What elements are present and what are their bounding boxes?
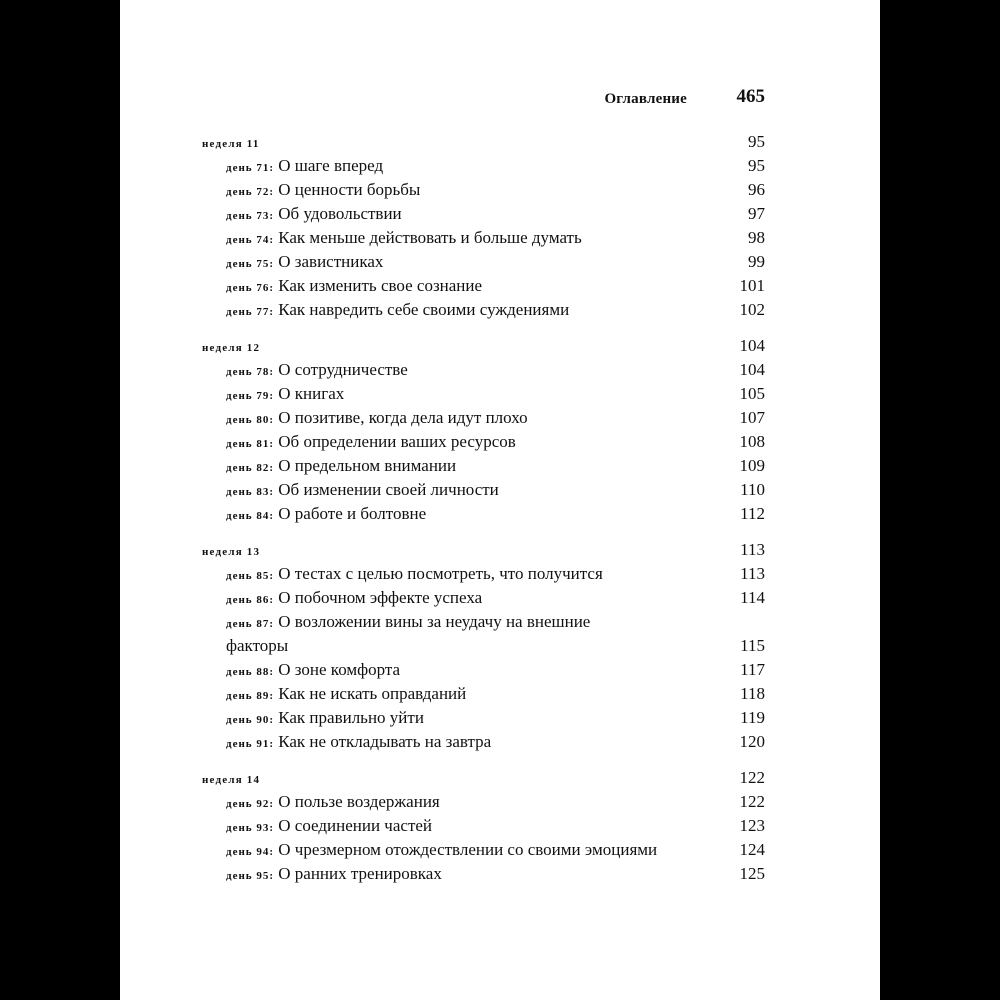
toc-entry (202, 154, 765, 178)
toc-entry-title: О тестах с целью посмотреть, что получится (278, 564, 603, 583)
toc-week-page-number: 122 (739, 768, 765, 787)
toc-week-section (202, 538, 765, 754)
toc-day-label: день 77: (226, 306, 275, 318)
toc-entry (202, 406, 765, 430)
toc-entry-page-number: 123 (739, 816, 765, 835)
toc-entry-page-number: 98 (748, 228, 765, 247)
toc-day-label: день 94: (226, 846, 275, 858)
toc-entry-title: Об изменении своей личности (278, 480, 499, 499)
toc-day-label: день 87: (226, 618, 275, 630)
toc-week-section (202, 334, 765, 526)
toc-entry-title: Как навредить себе своими суждениями (278, 300, 570, 319)
toc-day-label: день 79: (226, 390, 275, 402)
toc-entry-title: О побочном эффекте успеха (278, 588, 483, 607)
toc-day-label: день 93: (226, 822, 275, 834)
toc-week-heading (202, 766, 765, 790)
toc-entry-title-continuation: факторы (226, 636, 289, 655)
toc-entry-page-number: 124 (739, 840, 765, 859)
toc-day-label: день 82: (226, 462, 275, 474)
toc-day-label: день 85: (226, 570, 275, 582)
toc-entry (202, 814, 765, 838)
toc-entry-title: Как не искать оправданий (278, 684, 467, 703)
toc-entry-page-number: 99 (748, 252, 765, 271)
toc-entry-title: О сотрудничестве (278, 360, 408, 379)
toc-week-heading (202, 538, 765, 562)
toc-week-section (202, 766, 765, 886)
toc-day-label: день 81: (226, 438, 275, 450)
toc-entry-title: О пользе воздержания (278, 792, 440, 811)
running-header (120, 86, 765, 116)
toc-entry (202, 658, 765, 682)
toc-entry-title: О соединении частей (278, 816, 433, 835)
toc-entry (202, 610, 765, 634)
toc-entry-title: О возложении вины за неудачу на внешние (278, 612, 591, 631)
toc-entry-title: Как меньше действовать и больше думать (278, 228, 582, 247)
toc-entry (202, 274, 765, 298)
toc-entry-continuation (202, 634, 765, 658)
toc-day-label: день 90: (226, 714, 275, 726)
toc-entry-page-number: 109 (739, 456, 765, 475)
toc-entry (202, 586, 765, 610)
toc-week-label: неделя 14 (202, 774, 261, 786)
toc-entry-page-number: 113 (740, 564, 765, 583)
toc-entry-page-number: 112 (740, 504, 765, 523)
toc-entry-page-number: 105 (739, 384, 765, 403)
toc-day-label: день 73: (226, 210, 275, 222)
toc-week-label: неделя 12 (202, 342, 261, 354)
toc-day-label: день 76: (226, 282, 275, 294)
toc-entry-page-number: 110 (740, 480, 765, 499)
toc-entry (202, 226, 765, 250)
toc-entry (202, 358, 765, 382)
toc-entry-page-number: 108 (739, 432, 765, 451)
toc-entry-page-number: 96 (748, 180, 765, 199)
toc-entry-title: О работе и болтовне (278, 504, 427, 523)
toc-entry-title: Об определении ваших ресурсов (278, 432, 516, 451)
toc-entry-title: О ранних тренировках (278, 864, 442, 883)
toc-day-label: день 83: (226, 486, 275, 498)
toc-day-label: день 84: (226, 510, 275, 522)
toc-day-label: день 78: (226, 366, 275, 378)
toc-week-heading (202, 130, 765, 154)
toc-week-heading (202, 334, 765, 358)
toc-week-page-number: 104 (739, 336, 765, 355)
toc-entry-page-number: 97 (748, 204, 765, 223)
toc-entry (202, 862, 765, 886)
toc-entry-page-number: 115 (740, 636, 765, 655)
toc-entry-title: Об удовольствии (278, 204, 402, 223)
toc-week-page-number: 113 (740, 540, 765, 559)
toc-week-page-number: 95 (748, 132, 765, 151)
toc-day-label: день 72: (226, 186, 275, 198)
toc-entry (202, 730, 765, 754)
toc-entry-page-number: 114 (740, 588, 765, 607)
toc-entry (202, 178, 765, 202)
toc-entry-title: Как изменить свое сознание (278, 276, 483, 295)
toc-entry-title: О завистниках (278, 252, 384, 271)
toc-day-label: день 89: (226, 690, 275, 702)
toc-entry (202, 250, 765, 274)
toc-day-label: день 80: (226, 414, 275, 426)
toc-entry (202, 790, 765, 814)
toc-entry (202, 838, 765, 862)
toc-entry-title: О шаге вперед (278, 156, 384, 175)
toc-entry-page-number: 102 (739, 300, 765, 319)
toc-week-label: неделя 11 (202, 138, 260, 150)
running-header-page-number: 465 (736, 86, 765, 107)
toc-entry-title: Как правильно уйти (278, 708, 424, 727)
toc-day-label: день 91: (226, 738, 275, 750)
toc-entry (202, 430, 765, 454)
toc-entry-page-number: 104 (739, 360, 765, 379)
toc-entry-page-number: 122 (739, 792, 765, 811)
toc-day-label: день 88: (226, 666, 275, 678)
toc-entry-title: О чрезмерном отождествлении со своими эмоциями (278, 840, 658, 859)
toc-day-label: день 75: (226, 258, 275, 270)
toc-entry-title: О позитиве, когда дела идут плохо (278, 408, 528, 427)
toc-entry-title: О предельном внимании (278, 456, 457, 475)
toc-entry (202, 382, 765, 406)
toc-entry-title: О зоне комфорта (278, 660, 401, 679)
toc-entry (202, 502, 765, 526)
toc-day-label: день 92: (226, 798, 275, 810)
toc-week-section (202, 130, 765, 322)
toc-entry (202, 706, 765, 730)
toc-entry-page-number: 117 (740, 660, 765, 679)
toc-entry (202, 454, 765, 478)
toc-entry (202, 298, 765, 322)
toc-entry-title: О ценности борьбы (278, 180, 421, 199)
toc-entry-page-number: 119 (740, 708, 765, 727)
toc-entry-page-number: 95 (748, 156, 765, 175)
book-page (120, 0, 880, 1000)
toc-entry-page-number: 125 (739, 864, 765, 883)
toc-entry-page-number: 118 (740, 684, 765, 703)
toc-day-label: день 86: (226, 594, 275, 606)
running-header-title: Оглавление (604, 91, 687, 107)
toc-entry (202, 682, 765, 706)
toc-entry (202, 478, 765, 502)
toc-entry-title: О книгах (278, 384, 345, 403)
toc-entry-title: Как не откладывать на завтра (278, 732, 492, 751)
toc-entry-page-number: 101 (739, 276, 765, 295)
toc-day-label: день 95: (226, 870, 275, 882)
toc-entry-page-number: 120 (739, 732, 765, 751)
toc-entry (202, 202, 765, 226)
toc-entry (202, 562, 765, 586)
toc-day-label: день 74: (226, 234, 275, 246)
table-of-contents (202, 130, 765, 898)
toc-day-label: день 71: (226, 162, 275, 174)
toc-week-label: неделя 13 (202, 546, 261, 558)
toc-entry-page-number: 107 (739, 408, 765, 427)
